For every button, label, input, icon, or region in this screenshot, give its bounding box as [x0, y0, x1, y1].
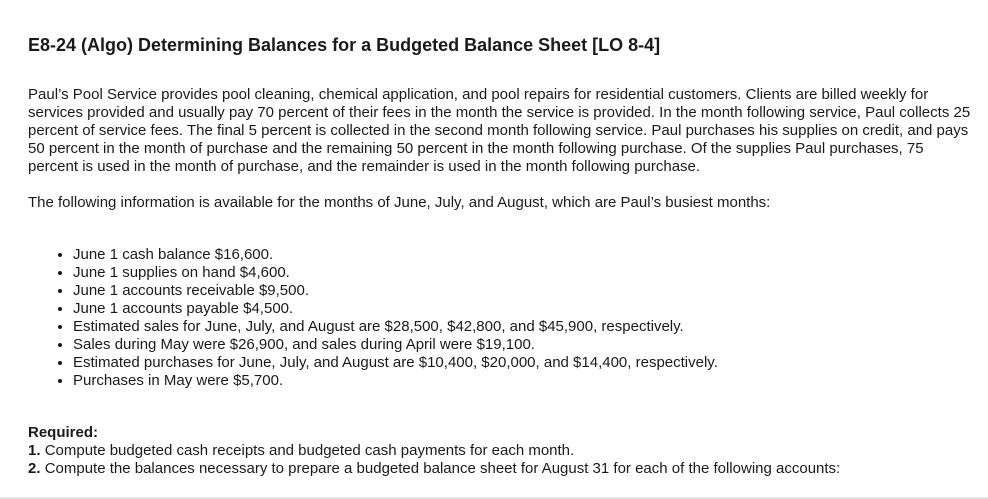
required-item-number: 2.: [28, 460, 41, 477]
required-item-text: Compute the balances necessary to prepare a budgeted balance sheet for August 31 for each of the following accounts:: [44, 460, 841, 477]
fact-item: • June 1 supplies on hand $4,600.: [73, 264, 718, 282]
info-intro: The following information is available for the months of June, July, and August, which are Paul’s busiest months:: [28, 194, 771, 211]
fact-item: • June 1 accounts receivable $9,500.: [73, 282, 718, 300]
fact-item: • June 1 cash balance $16,600.: [73, 246, 718, 264]
problem-title: E8-24 (Algo) Determining Balances for a Budgeted Balance Sheet [LO 8-4]: [28, 35, 661, 55]
fact-item: • Purchases in May were $5,700.: [73, 372, 718, 390]
required-item-2: [28, 460, 973, 478]
fact-item: • Sales during May were $26,900, and sales during April were $19,100.: [73, 336, 718, 354]
required-item-number: 1.: [28, 442, 41, 459]
fact-item: • Estimated purchases for June, July, and August are $10,400, $20,000, and $14,400, respectively.: [73, 354, 718, 372]
required-item-1: [28, 442, 973, 460]
required-label: Required:: [28, 424, 99, 441]
required-section: [28, 424, 973, 478]
problem-description: Paul’s Pool Service provides pool cleaning, chemical application, and pool repairs for residential customers. Clients are billed weekly for services provided and usually pay 70 percent of their fees in the month the service is provided. In the month following service, Paul collects 25 percent of service fees. The final 5 percent is collected in the second month following service. Paul purchases his supplies on credit, and pays 50 percent in the month of purchase and the remaining 50 percent in the month following purchase. Of the supplies Paul purchases, 75 percent is used in the month of purchase, and the remainder is used in the month following purchase.: [28, 86, 971, 175]
fact-item: • Estimated sales for June, July, and August are $28,500, $42,800, and $45,900, respectively.: [73, 318, 718, 336]
fact-item: • June 1 accounts payable $4,500.: [73, 300, 718, 318]
facts-list: [28, 246, 718, 390]
required-item-text: Compute budgeted cash receipts and budgeted cash payments for each month.: [44, 442, 575, 459]
